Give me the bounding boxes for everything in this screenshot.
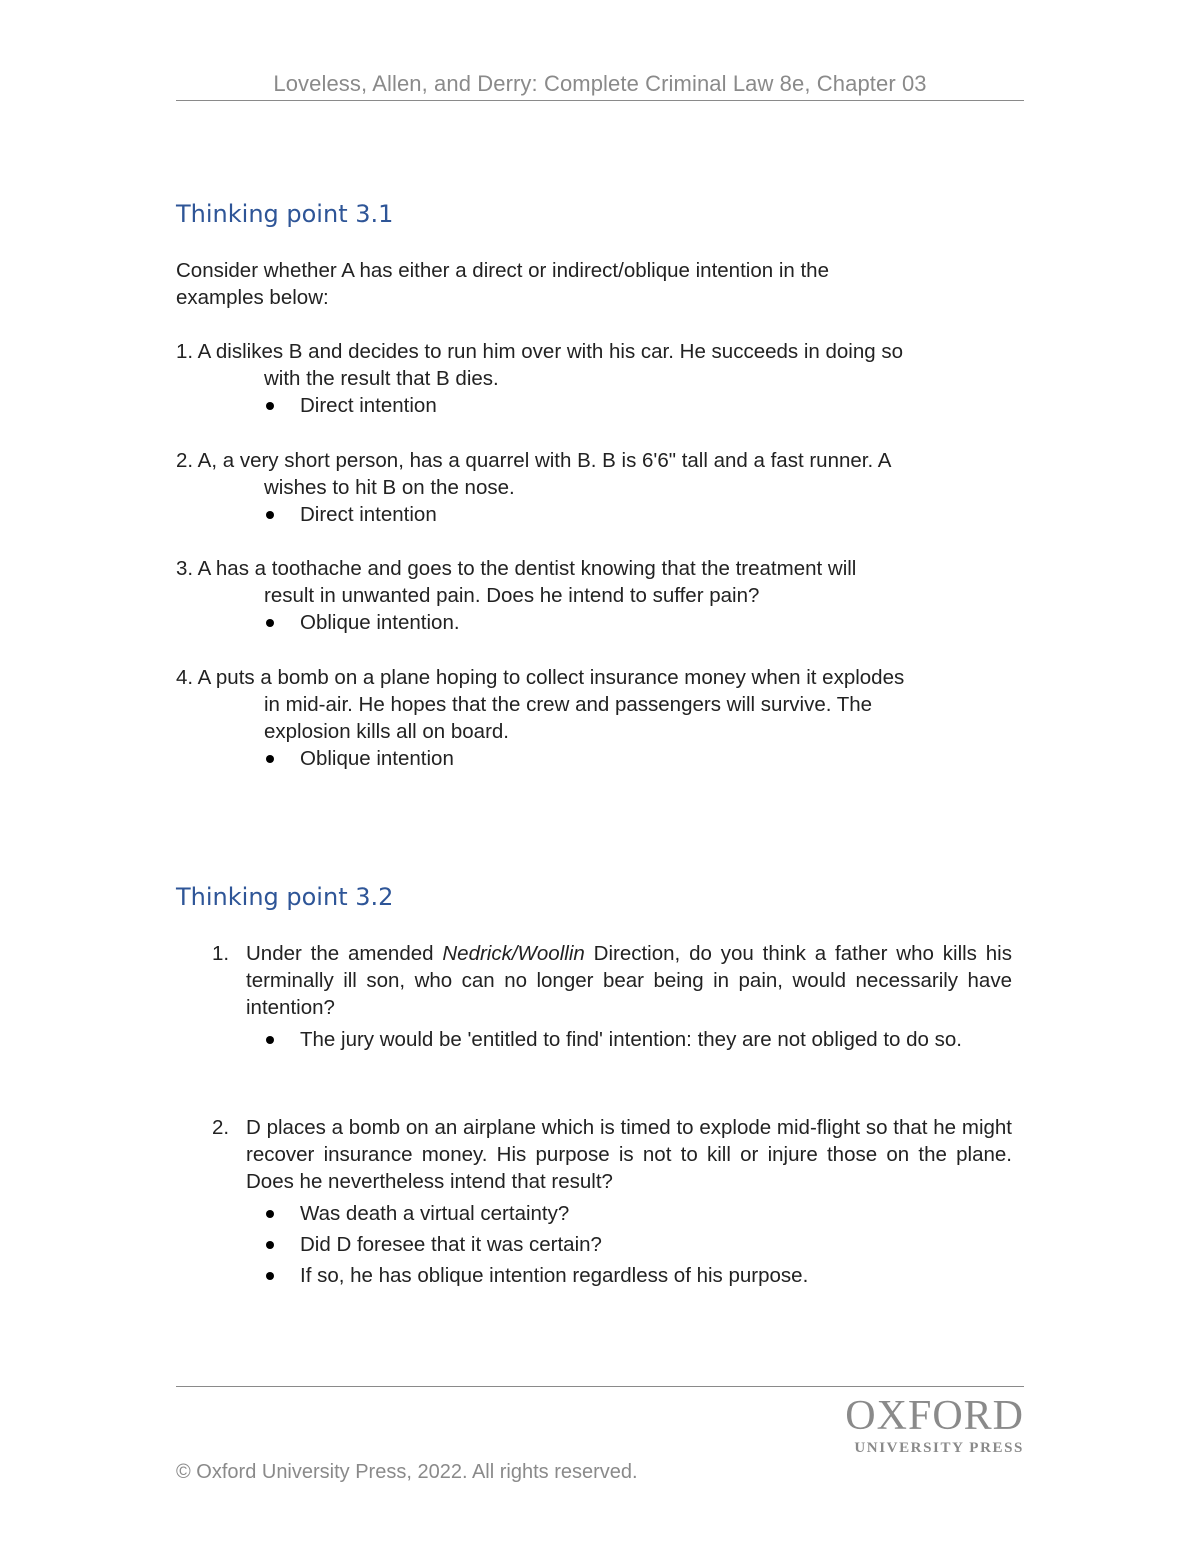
example-continuation: in mid-air. He hopes that the crew and passengers will survive. The — [264, 693, 873, 716]
answer-bullet — [176, 1261, 1012, 1290]
example-lead: 4. A puts a bomb on a plane hoping to collect insurance money when it explodes — [176, 666, 905, 689]
example-continuation: with the result that B dies. — [264, 367, 499, 390]
question-item-2 — [176, 1114, 1012, 1290]
answer-text: Oblique intention — [300, 747, 454, 770]
case-name: Nedrick/Woollin — [442, 942, 585, 965]
footer-divider — [176, 1386, 1024, 1387]
question-text — [176, 940, 1012, 1021]
section-title-3-2: Thinking point 3.2 — [176, 883, 394, 911]
example-continuation: result in unwanted pain. Does he intend to suffer pain? — [264, 584, 760, 607]
question-number: 2. — [212, 1116, 230, 1139]
running-header: Loveless, Allen, and Derry: Complete Criminal Law 8e, Chapter 03 — [176, 70, 1024, 101]
answer-bullet — [176, 1199, 1012, 1228]
answer-bullet — [176, 745, 1026, 772]
answer-text: Direct intention — [300, 503, 437, 526]
copyright-notice: © Oxford University Press, 2022. All rights reserved. — [176, 1461, 638, 1483]
answer-text: Did D foresee that it was certain? — [300, 1233, 602, 1256]
example-lead: 2. A, a very short person, has a quarrel with B. B is 6'6" tall and a fast runner. A — [176, 449, 892, 472]
example-continuation: wishes to hit B on the nose. — [264, 476, 515, 499]
example-item-3 — [176, 555, 1026, 636]
section-title-3-1: Thinking point 3.1 — [176, 200, 394, 228]
example-lead: 3. A has a toothache and goes to the dentist knowing that the treatment will — [176, 557, 857, 580]
bullet-dot-icon — [266, 1036, 274, 1044]
answer-text: Was death a virtual certainty? — [300, 1202, 570, 1225]
intro-line-2: examples below: — [176, 286, 329, 309]
bullet-dot-icon — [266, 619, 274, 627]
example-item-4 — [176, 664, 1026, 772]
bullet-dot-icon — [266, 402, 274, 410]
answer-text: The jury would be 'entitled to find' intention: they are not obliged to do so. — [300, 1028, 962, 1051]
question-item-1 — [176, 940, 1012, 1054]
example-continuation: explosion kills all on board. — [264, 720, 509, 743]
bullet-dot-icon — [266, 511, 274, 519]
answer-bullet — [176, 1025, 1012, 1054]
intro-line-1: Consider whether A has either a direct or indirect/oblique intention in the — [176, 259, 829, 282]
answer-bullet — [176, 501, 1026, 528]
answer-bullet — [176, 609, 1026, 636]
oxford-logo — [824, 1394, 1024, 1457]
question-number: 1. — [212, 942, 230, 965]
example-item-2 — [176, 447, 1026, 528]
question-text: D places a bomb on an airplane which is timed to explode mid-flight so that he might recover insurance money. His purpose is not to kill or injure those on the plane. Does he nevertheless intend that result? — [246, 1116, 1012, 1193]
question-text-start: Under the amended — [246, 942, 443, 965]
answer-bullet — [176, 392, 1026, 419]
question-text-end: Direction, do you think a father who kills his terminally ill son, who can no longer bear being in pain, would necessarily have intention? — [246, 942, 1012, 1019]
bullet-dot-icon — [266, 1210, 274, 1218]
answer-bullet — [176, 1230, 1012, 1259]
answer-text: Direct intention — [300, 394, 437, 417]
example-item-1 — [176, 338, 1026, 419]
logo-wordmark: OXFORD — [845, 1393, 1024, 1439]
bullet-dot-icon — [266, 755, 274, 763]
section-intro — [176, 257, 1016, 311]
logo-subtitle: UNIVERSITY PRESS — [854, 1440, 1024, 1456]
answer-text: Oblique intention. — [300, 611, 460, 634]
example-lead: 1. A dislikes B and decides to run him over with his car. He succeeds in doing so — [176, 340, 903, 363]
answer-text: If so, he has oblique intention regardless of his purpose. — [300, 1264, 809, 1287]
bullet-dot-icon — [266, 1241, 274, 1249]
bullet-dot-icon — [266, 1272, 274, 1280]
